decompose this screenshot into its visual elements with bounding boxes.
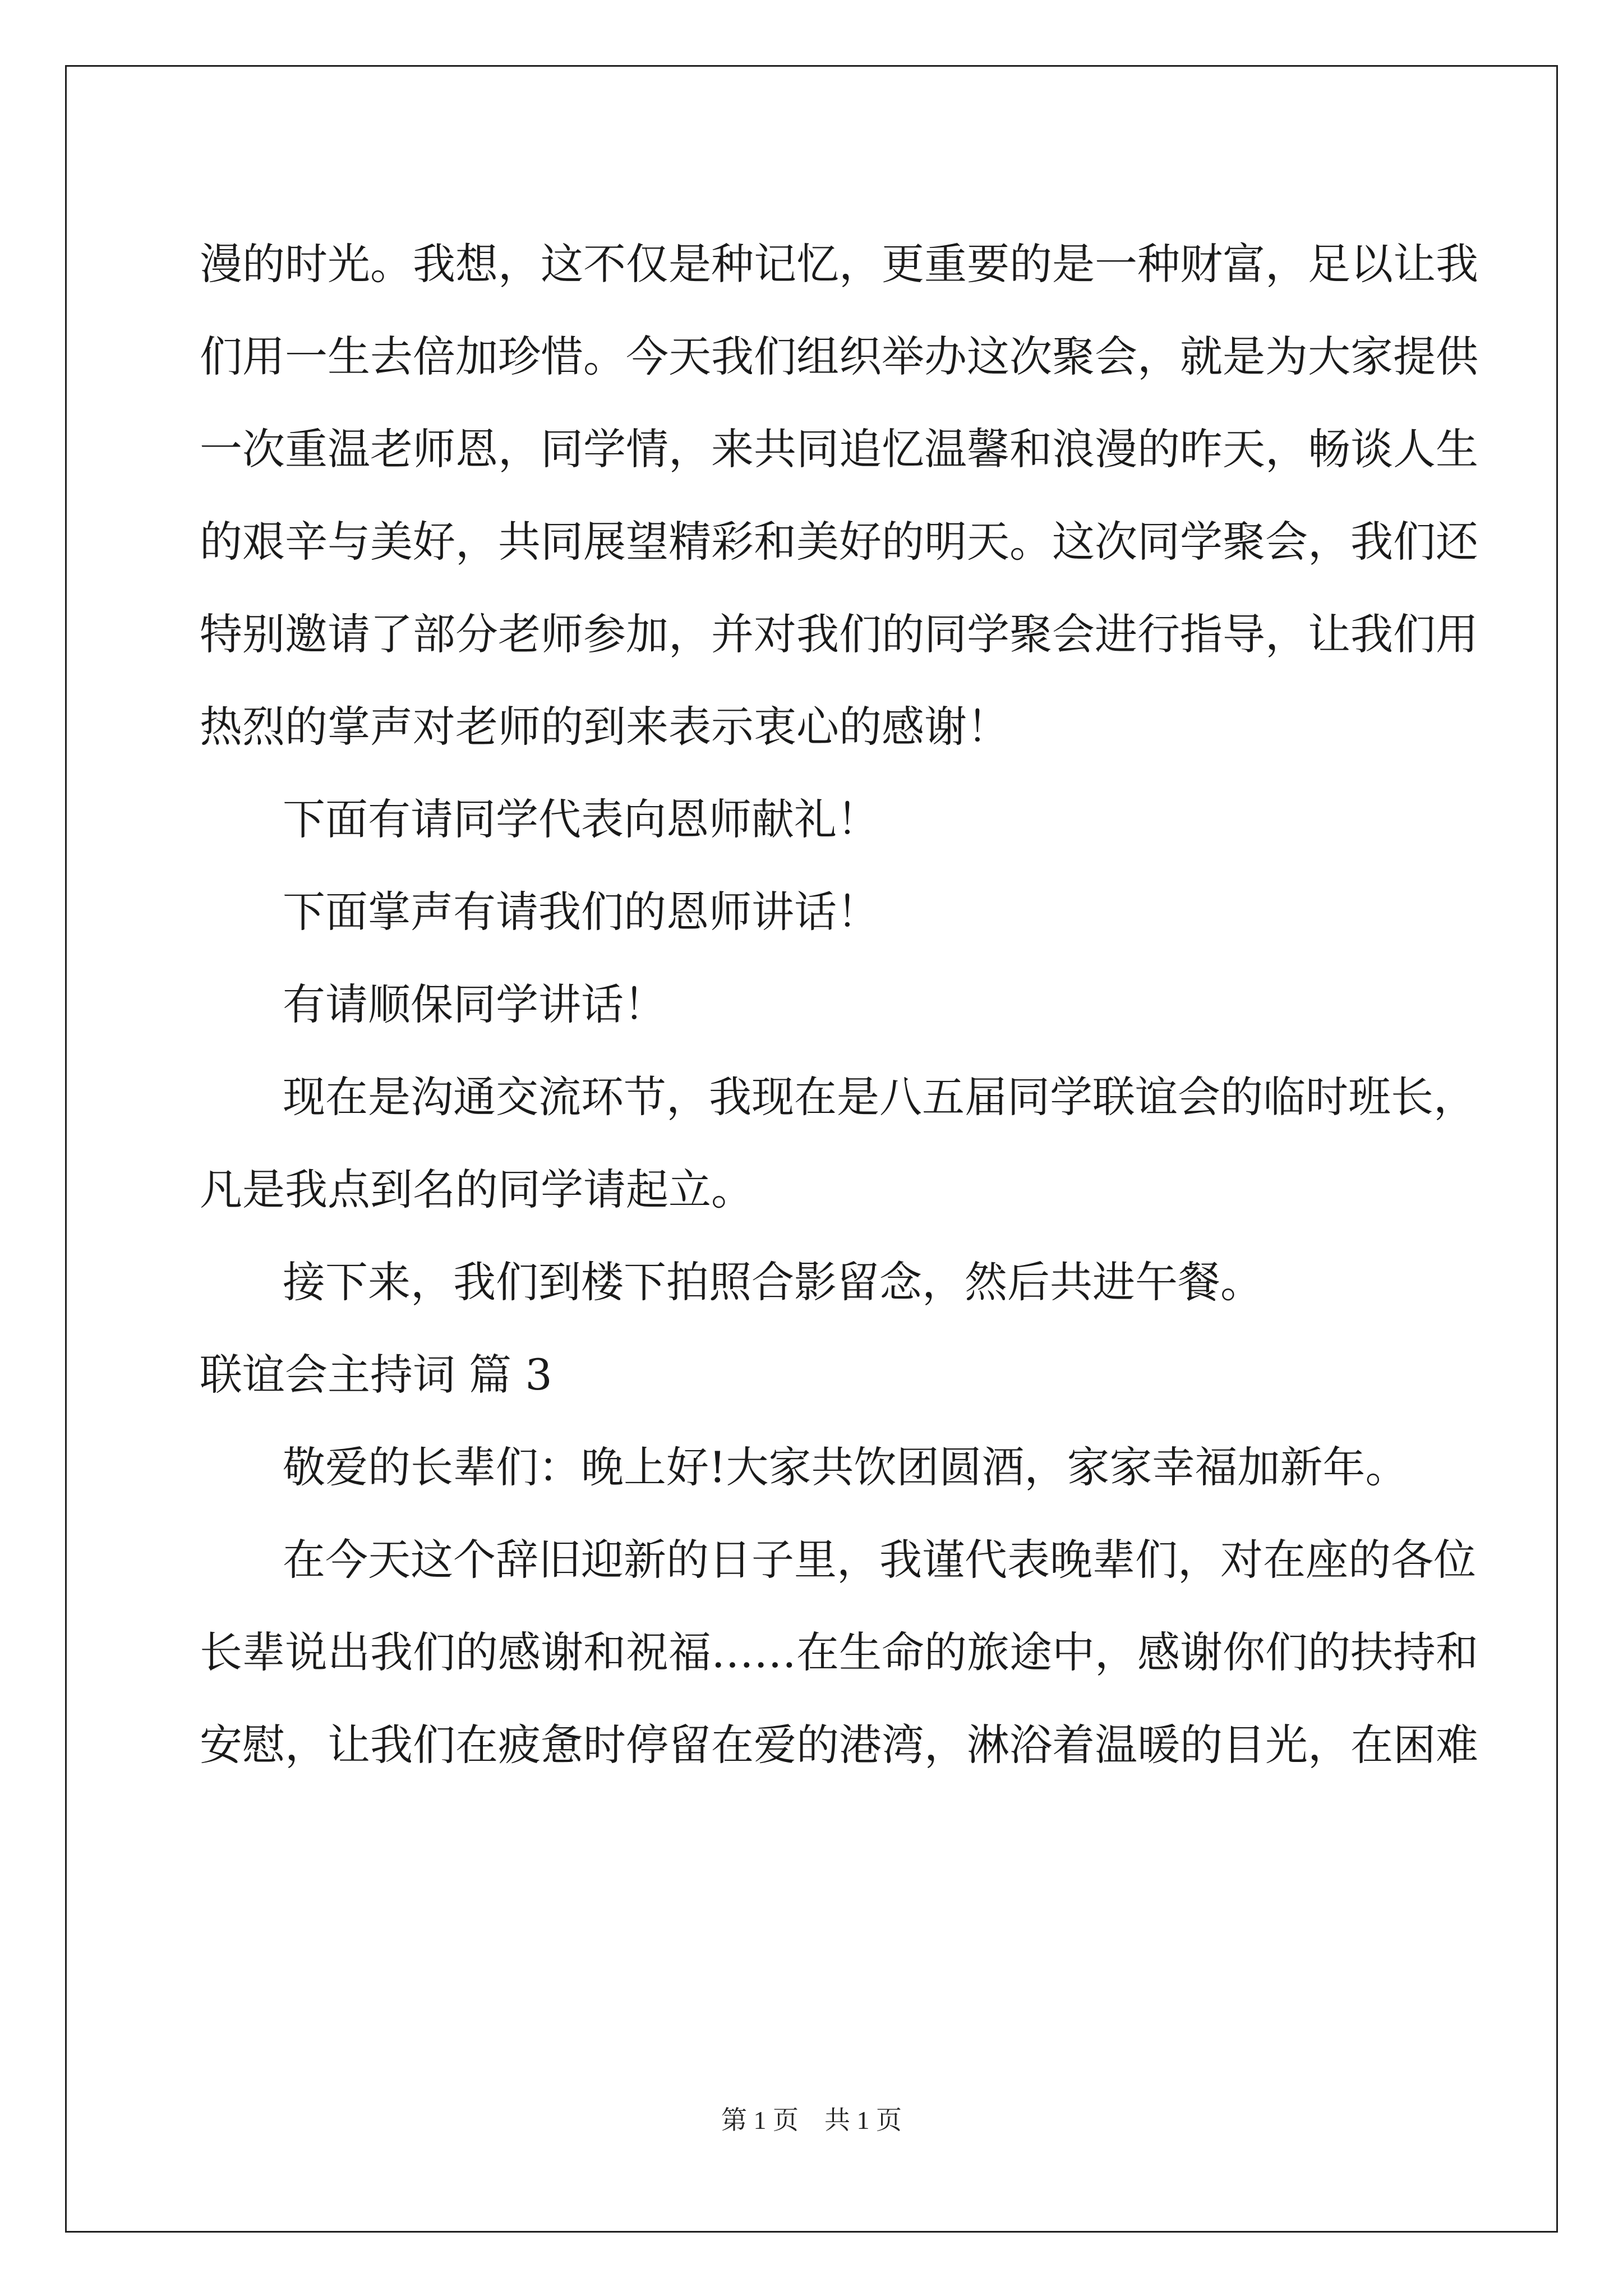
page-number: 第 1 页 — [721, 2106, 799, 2134]
paragraph-line: 下面有请同学代表向恩师献礼！ — [283, 794, 879, 844]
section-heading: 联谊会主持词 篇 3 — [200, 1350, 552, 1400]
paragraph-line: 接下来，我们到楼下拍照合影留念，然后共进午餐。 — [283, 1257, 1263, 1307]
paragraph-line: 凡是我点到名的同学请起立。 — [200, 1165, 754, 1214]
paragraph-line: 有请顺保同学讲话！ — [283, 979, 666, 1029]
paragraph-line: 现在是沟通交流环节，我现在是八五届同学联谊会的临时班长， — [283, 1072, 1476, 1122]
page-footer — [0, 2104, 1623, 2137]
document-body — [200, 218, 1478, 1791]
paragraph-line: 在今天这个辞旧迎新的日子里，我谨代表晚辈们，对在座的各位 — [283, 1535, 1476, 1585]
paragraph-line: 们用一生去倍加珍惜。今天我们组织举办这次聚会，就是为大家提供 — [200, 332, 1478, 381]
paragraph-line: 下面掌声有请我们的恩师讲话！ — [283, 887, 879, 937]
paragraph-line: 长辈说出我们的感谢和祝福……在生命的旅途中，感谢你们的扶持和 — [200, 1627, 1478, 1677]
paragraph-line: 特别邀请了部分老师参加，并对我们的同学聚会进行指导，让我们用 — [200, 609, 1478, 659]
page-total: 共 1 页 — [824, 2106, 902, 2134]
paragraph-line: 的艰辛与美好，共同展望精彩和美好的明天。这次同学聚会，我们还 — [200, 517, 1478, 567]
paragraph-line: 一次重温老师恩，同学情，来共同追忆温馨和浪漫的昨天，畅谈人生 — [200, 424, 1478, 474]
paragraph-line: 热烈的掌声对老师的到来表示衷心的感谢！ — [200, 702, 1009, 752]
paragraph-line: 敬爱的长辈们：晚上好!大家共饮团圆酒，家家幸福加新年。 — [283, 1442, 1408, 1492]
paragraph-line: 漫的时光。我想，这不仅是种记忆，更重要的是一种财富，足以让我 — [200, 239, 1478, 289]
paragraph-line: 安慰，让我们在疲惫时停留在爱的港湾，淋浴着温暖的目光，在困难 — [200, 1720, 1478, 1770]
